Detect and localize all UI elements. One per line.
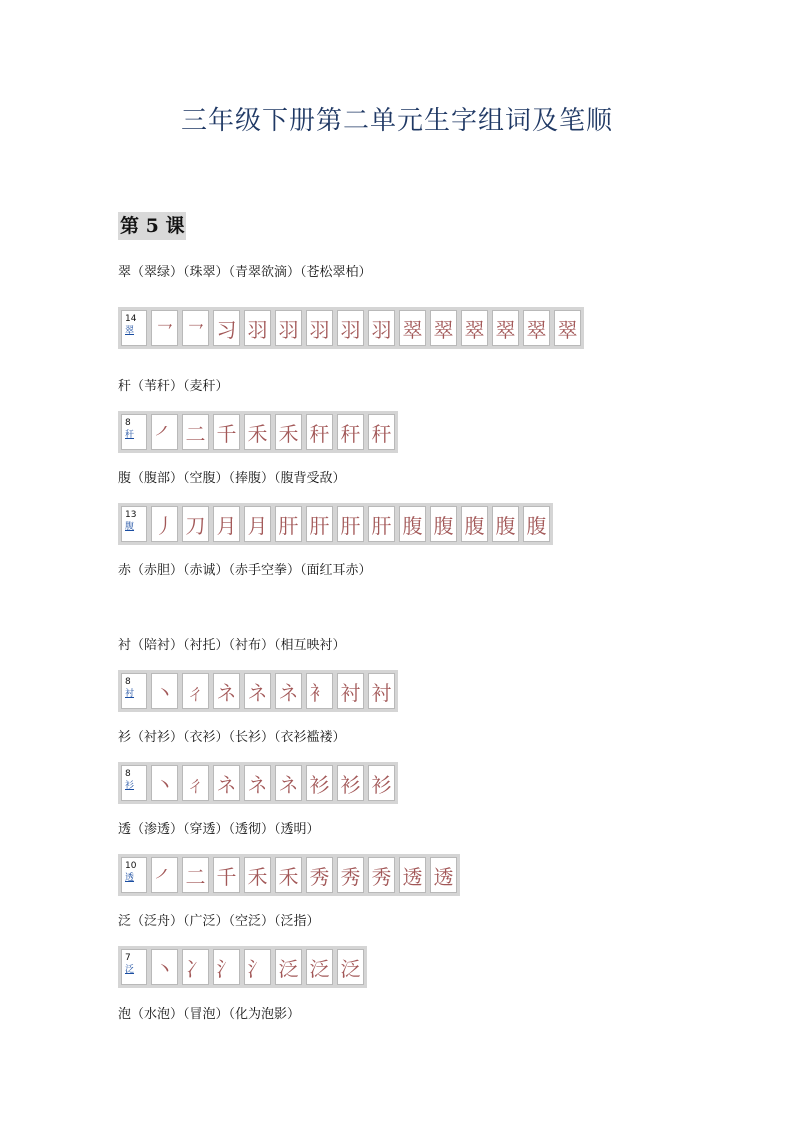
stroke-step-cell: 禾: [244, 857, 271, 893]
stroke-step-cell: 秆: [337, 414, 364, 450]
stroke-count-cell: [121, 506, 147, 542]
stroke-count: 8: [125, 418, 131, 428]
stroke-step-cell: 月: [244, 506, 271, 542]
stroke-step-cell: ㄔ: [182, 673, 209, 709]
stroke-order-strip-fan: [118, 946, 367, 988]
word-group-gan: 秆（苇秆）（麦秆）: [118, 379, 229, 394]
stroke-step-cell: ネ: [213, 673, 240, 709]
stroke-step-cell: 丶: [151, 949, 178, 985]
stroke-order-strip-tou: [118, 854, 460, 896]
stroke-step-cell: ㇒: [151, 857, 178, 893]
stroke-step-cell: ネ: [244, 673, 271, 709]
stroke-step-cell: 衫: [337, 765, 364, 801]
character-link[interactable]: 秆: [125, 430, 135, 440]
stroke-step-cell: ㇖: [182, 310, 209, 346]
stroke-step-cell: ㇒: [151, 414, 178, 450]
stroke-count: 8: [125, 769, 131, 779]
stroke-step-cell: 腹: [523, 506, 550, 542]
stroke-step-cell: 羽: [244, 310, 271, 346]
stroke-step-cell: ㄔ: [182, 765, 209, 801]
stroke-step-cell: 二: [182, 857, 209, 893]
stroke-step-cell: 秆: [368, 414, 395, 450]
lesson-heading: 第 5 课: [118, 212, 186, 240]
stroke-step-cell: ㇖: [151, 310, 178, 346]
stroke-count-cell: [121, 765, 147, 801]
stroke-step-cell: 泛: [306, 949, 333, 985]
stroke-step-cell: 羽: [337, 310, 364, 346]
stroke-step-cell: 衤: [306, 673, 333, 709]
stroke-step-cell: 肝: [306, 506, 333, 542]
stroke-count-cell: [121, 673, 147, 709]
stroke-step-cell: 丿: [151, 506, 178, 542]
stroke-step-cell: 衬: [368, 673, 395, 709]
stroke-step-cell: 肝: [368, 506, 395, 542]
stroke-step-cell: ネ: [244, 765, 271, 801]
stroke-step-cell: 丶: [151, 765, 178, 801]
stroke-step-cell: 习: [213, 310, 240, 346]
stroke-step-cell: 羽: [275, 310, 302, 346]
stroke-step-cell: 禾: [275, 414, 302, 450]
stroke-step-cell: 翠: [523, 310, 550, 346]
word-group-fu: 腹（腹部）（空腹）（捧腹）（腹背受敌）: [118, 471, 346, 486]
word-group-tou: 透（渗透）（穿透）（透彻）（透明）: [118, 822, 320, 837]
stroke-count-cell: [121, 414, 147, 450]
stroke-step-cell: 刀: [182, 506, 209, 542]
stroke-step-cell: 二: [182, 414, 209, 450]
stroke-step-cell: 禾: [244, 414, 271, 450]
stroke-order-strip-shan: [118, 762, 398, 804]
stroke-step-cell: 翠: [399, 310, 426, 346]
character-link[interactable]: 翠: [125, 326, 135, 336]
word-group-chi: 赤（赤胆）（赤诚）（赤手空拳）（面红耳赤）: [118, 563, 372, 578]
word-group-fan: 泛（泛舟）（广泛）（空泛）（泛指）: [118, 914, 320, 929]
stroke-step-cell: 氵: [213, 949, 240, 985]
stroke-step-cell: 腹: [492, 506, 519, 542]
character-link[interactable]: 透: [125, 873, 135, 883]
stroke-step-cell: 腹: [399, 506, 426, 542]
stroke-step-cell: 衫: [368, 765, 395, 801]
stroke-step-cell: 羽: [368, 310, 395, 346]
word-group-shan: 衫（衬衫）（衣衫）（长衫）（衣衫褴褛）: [118, 730, 346, 745]
character-link[interactable]: 衫: [125, 781, 135, 791]
character-link[interactable]: 衬: [125, 689, 135, 699]
stroke-step-cell: 衬: [337, 673, 364, 709]
stroke-step-cell: 翠: [492, 310, 519, 346]
stroke-step-cell: 冫: [182, 949, 209, 985]
stroke-step-cell: 羽: [306, 310, 333, 346]
page-title: 三年级下册第二单元生字组词及笔顺: [180, 106, 613, 136]
stroke-step-cell: 千: [213, 857, 240, 893]
stroke-step-cell: 肝: [337, 506, 364, 542]
word-group-cui: 翠（翠绿）（珠翠）（青翠欲滴）（苍松翠柏）: [118, 265, 372, 280]
stroke-step-cell: ネ: [213, 765, 240, 801]
stroke-step-cell: 氵: [244, 949, 271, 985]
stroke-order-strip-fu: [118, 503, 553, 545]
stroke-step-cell: 秀: [306, 857, 333, 893]
stroke-step-cell: 衫: [306, 765, 333, 801]
stroke-step-cell: 秀: [368, 857, 395, 893]
character-link[interactable]: 腹: [125, 522, 135, 532]
stroke-step-cell: 翠: [554, 310, 581, 346]
stroke-order-strip-chen: [118, 670, 398, 712]
stroke-count-cell: [121, 310, 147, 346]
stroke-step-cell: 月: [213, 506, 240, 542]
stroke-step-cell: 腹: [461, 506, 488, 542]
stroke-step-cell: 翠: [430, 310, 457, 346]
word-group-pao: 泡（水泡）（冒泡）（化为泡影）: [118, 1007, 301, 1022]
stroke-count-cell: [121, 949, 147, 985]
stroke-step-cell: 肝: [275, 506, 302, 542]
stroke-count: 8: [125, 677, 131, 687]
stroke-step-cell: 翠: [461, 310, 488, 346]
stroke-step-cell: 泛: [337, 949, 364, 985]
stroke-step-cell: 秀: [337, 857, 364, 893]
stroke-step-cell: 透: [399, 857, 426, 893]
word-group-chen: 衬（陪衬）（衬托）（衬布）（相互映衬）: [118, 638, 346, 653]
stroke-order-strip-gan: [118, 411, 398, 453]
stroke-step-cell: ネ: [275, 673, 302, 709]
stroke-step-cell: 泛: [275, 949, 302, 985]
stroke-step-cell: ネ: [275, 765, 302, 801]
stroke-step-cell: 秆: [306, 414, 333, 450]
stroke-order-strip-cui: [118, 307, 584, 349]
stroke-count: 10: [125, 861, 137, 871]
stroke-step-cell: 千: [213, 414, 240, 450]
stroke-count-cell: [121, 857, 147, 893]
stroke-step-cell: 禾: [275, 857, 302, 893]
stroke-step-cell: 腹: [430, 506, 457, 542]
stroke-count: 7: [125, 953, 131, 963]
stroke-count: 14: [125, 314, 137, 324]
stroke-count: 13: [125, 510, 137, 520]
character-link[interactable]: 泛: [125, 965, 135, 975]
stroke-step-cell: 丶: [151, 673, 178, 709]
stroke-step-cell: 透: [430, 857, 457, 893]
